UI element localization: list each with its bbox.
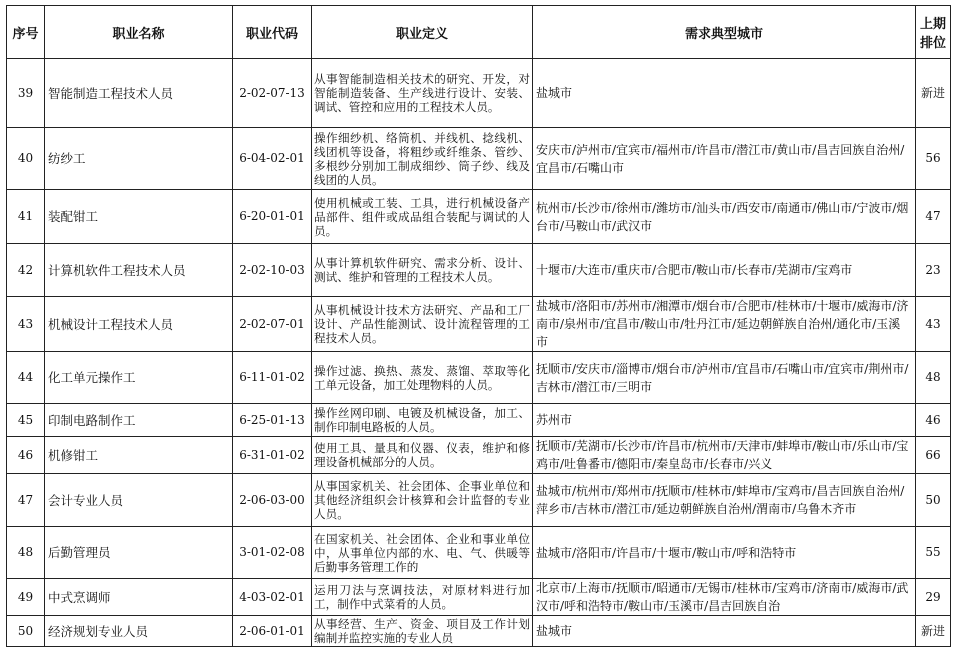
cell-name: 后勤管理员	[45, 527, 233, 579]
cell-last-rank: 46	[916, 404, 951, 437]
cell-cities: 盐城市/洛阳市/苏州市/湘潭市/烟台市/合肥市/桂林市/十堰市/威海市/济南市/泉州市/宜昌市/鞍山市/牡丹江市/延边朝鲜族自治州/通化市/玉溪市	[533, 297, 916, 352]
cell-definition: 操作丝网印刷、电镀及机械设备，加工、制作印制电路板的人员。	[312, 404, 533, 437]
cell-code: 2-06-01-01	[233, 616, 312, 647]
cell-name: 计算机软件工程技术人员	[45, 244, 233, 297]
cell-seq: 39	[7, 59, 45, 128]
cell-cities: 盐城市	[533, 616, 916, 647]
cell-last-rank: 29	[916, 579, 951, 616]
cell-seq: 48	[7, 527, 45, 579]
cell-name: 纺纱工	[45, 128, 233, 190]
cell-definition: 使用工具、量具和仪器、仪表，维护和修理设备机械部分的人员。	[312, 437, 533, 474]
cell-name: 经济规划专业人员	[45, 616, 233, 647]
header-row	[7, 6, 951, 59]
cell-code: 2-02-07-13	[233, 59, 312, 128]
cell-name: 印制电路制作工	[45, 404, 233, 437]
cell-cities: 北京市/上海市/抚顺市/昭通市/无锡市/桂林市/宝鸡市/济南市/威海市/武汉市/呼和浩特市/鞍山市/玉溪市/昌吉回族自治	[533, 579, 916, 616]
cell-code: 6-04-02-01	[233, 128, 312, 190]
table-row	[7, 128, 951, 190]
table-row	[7, 190, 951, 244]
cell-cities: 抚顺市/芜湖市/长沙市/许昌市/杭州市/天津市/蚌埠市/鞍山市/乐山市/宝鸡市/吐鲁番市/德阳市/秦皇岛市/长春市/兴义	[533, 437, 916, 474]
occupation-table	[6, 5, 951, 647]
cell-code: 6-11-01-02	[233, 352, 312, 404]
cell-cities: 苏州市	[533, 404, 916, 437]
table-row	[7, 297, 951, 352]
cell-cities: 盐城市	[533, 59, 916, 128]
cell-seq: 40	[7, 128, 45, 190]
header-code: 职业代码	[233, 6, 312, 59]
cell-last-rank: 55	[916, 527, 951, 579]
cell-seq: 49	[7, 579, 45, 616]
table-row	[7, 404, 951, 437]
cell-cities: 十堰市/大连市/重庆市/合肥市/鞍山市/长春市/芜湖市/宝鸡市	[533, 244, 916, 297]
header-name: 职业名称	[45, 6, 233, 59]
cell-name: 智能制造工程技术人员	[45, 59, 233, 128]
header-definition: 职业定义	[312, 6, 533, 59]
cell-definition: 从事国家机关、社会团体、企事业单位和其他经济组织会计核算和会计监督的专业人员。	[312, 474, 533, 527]
cell-cities: 抚顺市/安庆市/淄博市/烟台市/泸州市/宜昌市/石嘴山市/宜宾市/荆州市/吉林市/潜江市/三明市	[533, 352, 916, 404]
cell-last-rank: 新进	[916, 59, 951, 128]
header-last-rank: 上期排位	[916, 6, 951, 59]
cell-seq: 50	[7, 616, 45, 647]
cell-name: 化工单元操作工	[45, 352, 233, 404]
cell-name: 机修钳工	[45, 437, 233, 474]
cell-seq: 44	[7, 352, 45, 404]
cell-last-rank: 56	[916, 128, 951, 190]
header-cities: 需求典型城市	[533, 6, 916, 59]
cell-seq: 41	[7, 190, 45, 244]
cell-definition: 从事机械设计技术方法研究、产品和工厂设计、产品性能测试、设计流程管理的工程技术人员。	[312, 297, 533, 352]
cell-seq: 45	[7, 404, 45, 437]
cell-name: 会计专业人员	[45, 474, 233, 527]
cell-code: 2-06-03-00	[233, 474, 312, 527]
cell-name: 装配钳工	[45, 190, 233, 244]
cell-cities: 盐城市/洛阳市/许昌市/十堰市/鞍山市/呼和浩特市	[533, 527, 916, 579]
cell-last-rank: 23	[916, 244, 951, 297]
cell-definition: 从事计算机软件研究、需求分析、设计、测试、维护和管理的工程技术人员。	[312, 244, 533, 297]
cell-definition: 操作过滤、换热、蒸发、蒸馏、萃取等化工单元设备，加工处理物料的人员。	[312, 352, 533, 404]
cell-name: 机械设计工程技术人员	[45, 297, 233, 352]
cell-definition: 使用机械或工装、工具，进行机械设备产品部件、组件或成品组合装配与调试的人员。	[312, 190, 533, 244]
cell-last-rank: 43	[916, 297, 951, 352]
table-row	[7, 437, 951, 474]
cell-cities: 盐城市/杭州市/郑州市/抚顺市/桂林市/蚌埠市/宝鸡市/昌吉回族自治州/萍乡市/吉林市/潜江市/延边朝鲜族自治州/渭南市/乌鲁木齐市	[533, 474, 916, 527]
cell-code: 6-20-01-01	[233, 190, 312, 244]
cell-name: 中式烹调师	[45, 579, 233, 616]
cell-seq: 43	[7, 297, 45, 352]
cell-definition: 从事经营、生产、资金、项目及工作计划编制并监控实施的专业人员	[312, 616, 533, 647]
header-seq: 序号	[7, 6, 45, 59]
cell-code: 4-03-02-01	[233, 579, 312, 616]
cell-seq: 46	[7, 437, 45, 474]
cell-last-rank: 48	[916, 352, 951, 404]
cell-code: 2-02-07-01	[233, 297, 312, 352]
cell-code: 6-25-01-13	[233, 404, 312, 437]
cell-seq: 47	[7, 474, 45, 527]
table-row	[7, 352, 951, 404]
cell-cities: 安庆市/泸州市/宜宾市/福州市/许昌市/潜江市/黄山市/昌吉回族自治州/宜昌市/石嘴山市	[533, 128, 916, 190]
cell-last-rank: 新进	[916, 616, 951, 647]
table-row	[7, 474, 951, 527]
cell-definition: 运用刀法与烹调技法，对原材料进行加工，制作中式菜肴的人员。	[312, 579, 533, 616]
table-row	[7, 527, 951, 579]
cell-definition: 从事智能制造相关技术的研究、开发，对智能制造装备、生产线进行设计、安装、调试、管控和应用的工程技术人员。	[312, 59, 533, 128]
cell-definition: 在国家机关、社会团体、企业和事业单位中，从事单位内部的水、电、气、供暖等后勤事务管理工作的	[312, 527, 533, 579]
cell-code: 3-01-02-08	[233, 527, 312, 579]
cell-cities: 杭州市/长沙市/徐州市/潍坊市/汕头市/西安市/南通市/佛山市/宁波市/烟台市/马鞍山市/武汉市	[533, 190, 916, 244]
table-row	[7, 616, 951, 647]
cell-last-rank: 50	[916, 474, 951, 527]
cell-last-rank: 47	[916, 190, 951, 244]
cell-code: 6-31-01-02	[233, 437, 312, 474]
cell-definition: 操作细纱机、络筒机、并线机、捻线机、线团机等设备，将粗纱或纤维条、管纱、多根纱分别加工制成细纱、筒子纱、线及线团的人员。	[312, 128, 533, 190]
cell-code: 2-02-10-03	[233, 244, 312, 297]
table-row	[7, 579, 951, 616]
cell-seq: 42	[7, 244, 45, 297]
table-row	[7, 59, 951, 128]
table-row	[7, 244, 951, 297]
cell-last-rank: 66	[916, 437, 951, 474]
